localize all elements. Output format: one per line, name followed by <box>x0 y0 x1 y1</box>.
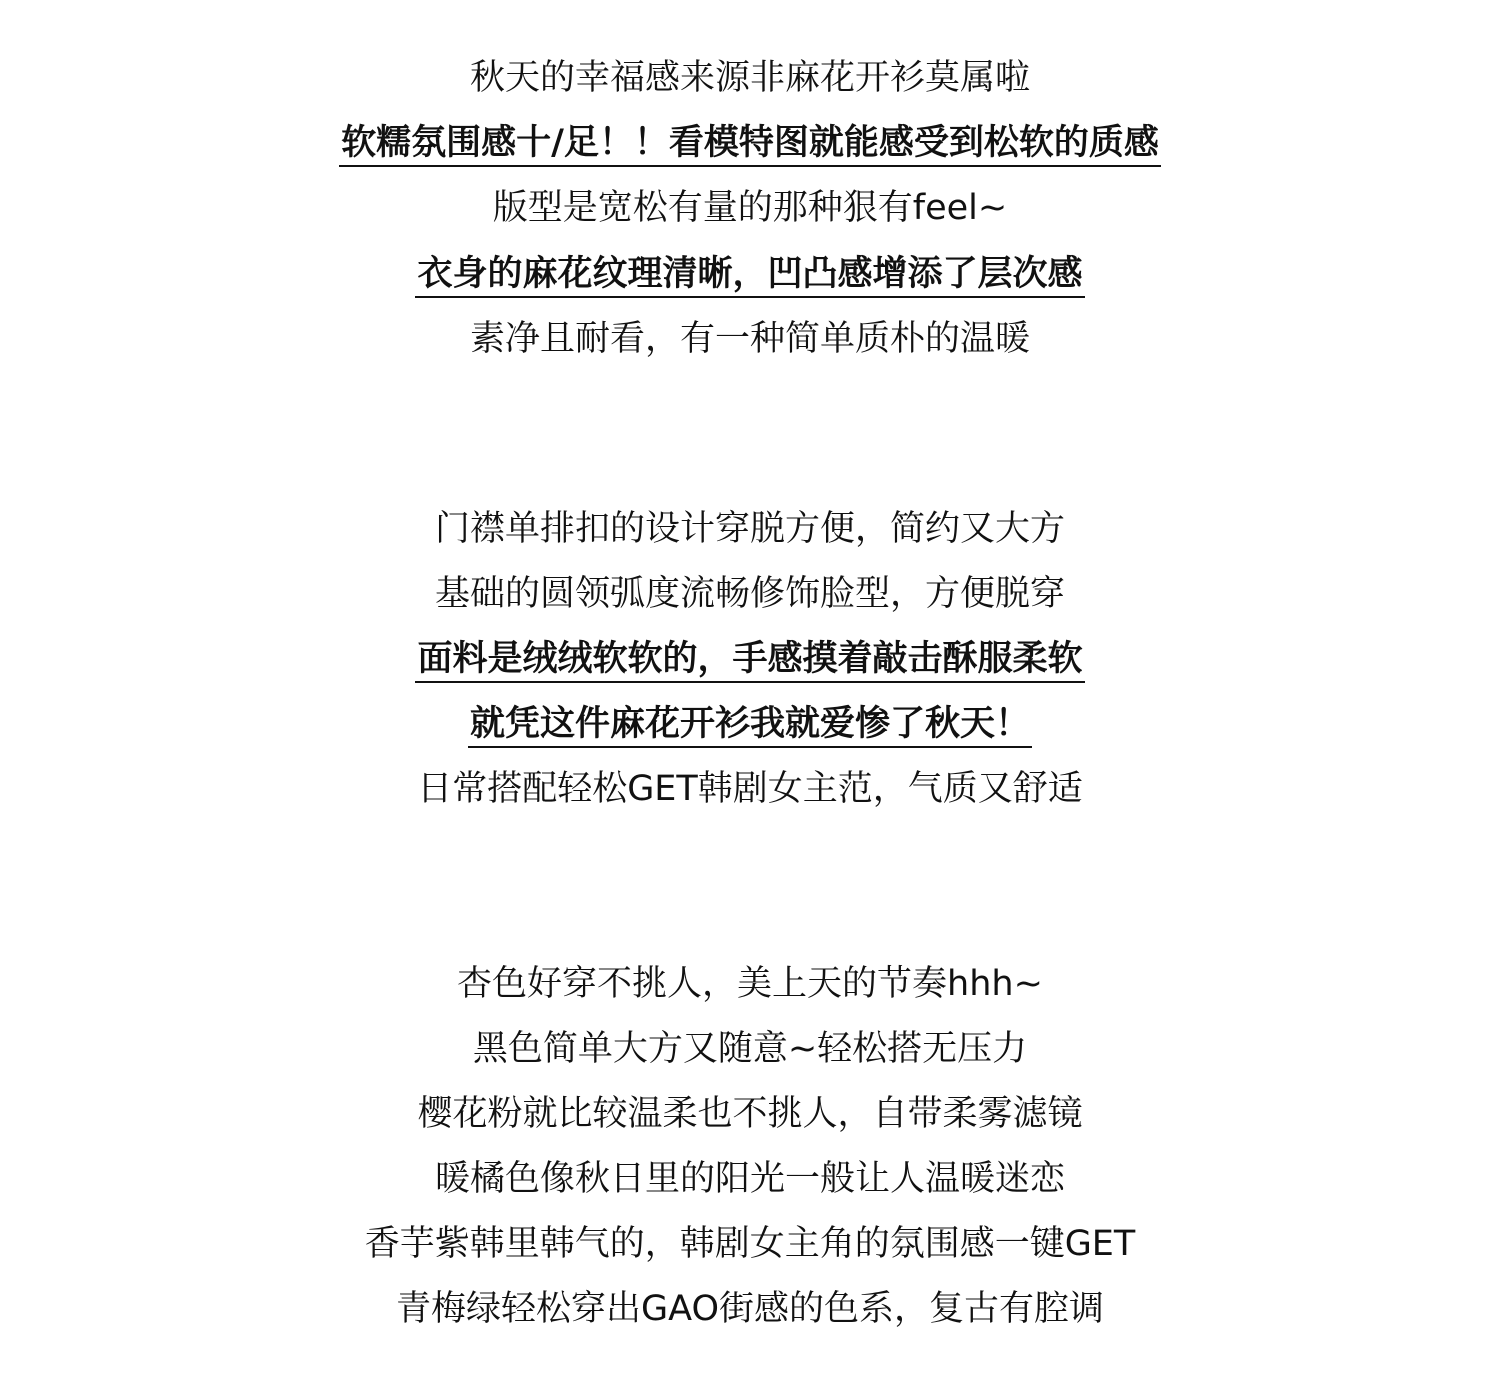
text-line: 基础的圆领弧度流畅修饰脸型，方便脱穿 <box>434 574 1065 614</box>
text-line: 樱花粉就比较温柔也不挑人，自带柔雾滤镜 <box>417 1094 1083 1134</box>
text-line: 黑色简单大方又随意~轻松搭无压力 <box>472 1029 1028 1069</box>
text-line: 杏色好穿不挑人，美上天的节奏hhh~ <box>457 964 1043 1004</box>
highlighted-text-line: 衣身的麻花纹理清晰，凹凸感增添了层次感 <box>0 250 1500 298</box>
highlighted-text-line: 软糯氛围感十/足！！看模特图就能感受到松软的质感 <box>0 119 1500 167</box>
text-line: 香芋紫韩里韩气的，韩剧女主角的氛围感一键GET <box>364 1224 1136 1264</box>
text-line: 秋天的幸福感来源非麻花开衫莫属啦 <box>469 58 1030 98</box>
text-line: 日常搭配轻松GET韩剧女主范，气质又舒适 <box>417 769 1083 809</box>
highlighted-text-line: 就凭这件麻花开衫我就爱惨了秋天！ <box>0 700 1500 748</box>
highlighted-text-line: 面料是绒绒软软的，手感摸着敲击酥服柔软 <box>0 635 1500 683</box>
text-line: 暖橘色像秋日里的阳光一般让人温暖迷恋 <box>434 1159 1065 1199</box>
text-line: 版型是宽松有量的那种狠有feel~ <box>492 188 1008 228</box>
text-line: 青梅绿轻松穿出GAO街感的色系，复古有腔调 <box>396 1289 1104 1329</box>
text-line: 素净且耐看，有一种简单质朴的温暖 <box>469 319 1030 359</box>
text-line: 门襟单排扣的设计穿脱方便，简约又大方 <box>434 509 1065 549</box>
